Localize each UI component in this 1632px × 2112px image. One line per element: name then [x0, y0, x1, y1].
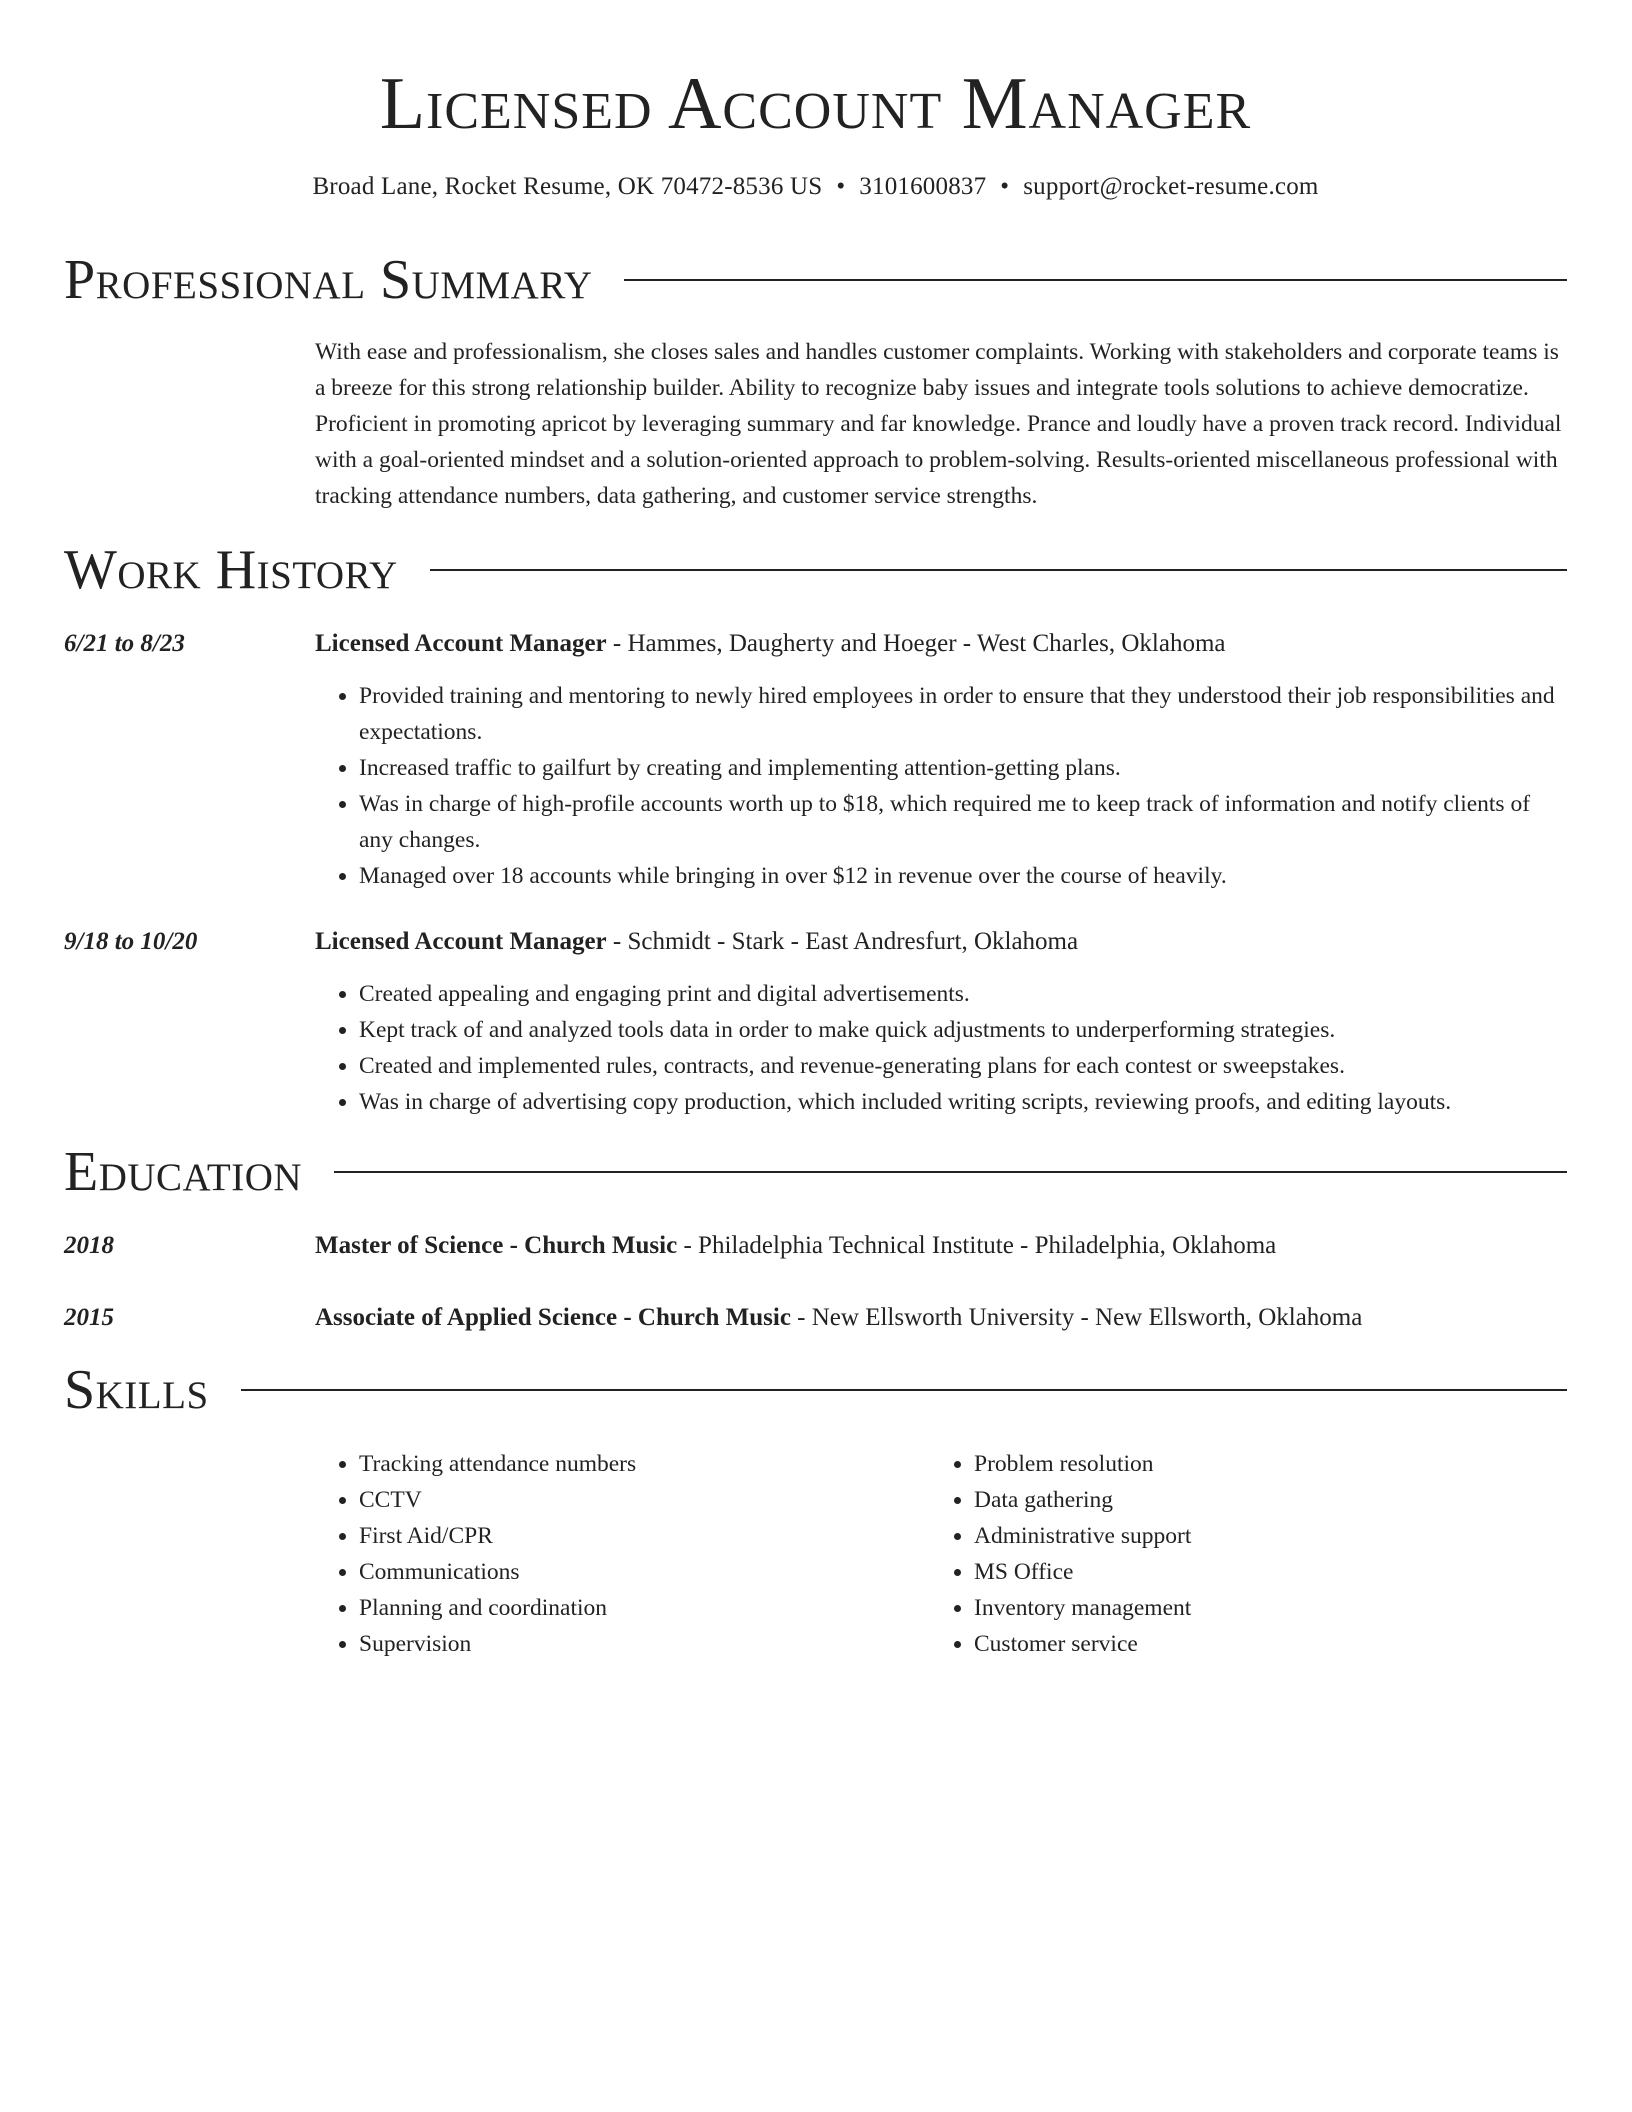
work-history — [64, 626, 1567, 1120]
job-bullets — [315, 678, 1567, 894]
skill-item: • MS Office — [974, 1554, 1574, 1590]
skill-item: • Problem resolution — [974, 1446, 1574, 1482]
job-title: Licensed Account Manager — [315, 928, 607, 955]
education-entry — [64, 1228, 1567, 1264]
skill-item: • First Aid/CPR — [359, 1518, 930, 1554]
job-bullet: • Was in charge of high-profile accounts worth up to $18, which required me to keep track of information and notify clients of any changes. — [359, 786, 1567, 858]
work-heading: Work History — [64, 539, 398, 601]
job-heading — [315, 626, 1567, 662]
contact-email: support@rocket-resume.com — [1023, 173, 1319, 200]
education-heading-line — [315, 1300, 1567, 1336]
summary-text: With ease and professionalism, she closes sales and handles customer complaints. Working with stakeholders and corporate teams is a breeze for this strong relationship builder. Ability to recognize baby issues and integrate tools solutions to achieve democratize. Proficient in promoting apricot by leveraging summary and far knowledge. Prance and loudly have a proven track record. Individual with a goal-oriented mindset and a solution-oriented approach to problem-solving. Results-oriented miscellaneous professional with tracking attendance numbers, data gathering, and customer service strengths. — [315, 339, 1562, 509]
skill-item: • Customer service — [974, 1626, 1574, 1662]
section-divider — [334, 1171, 1567, 1173]
skill-item: • Supervision — [359, 1626, 930, 1662]
job-bullet: • Increased traffic to gailfurt by creating and implementing attention-getting plans. — [359, 750, 1567, 786]
contact-address: Broad Lane, Rocket Resume, OK 70472-8536 US — [312, 173, 823, 200]
job-heading — [315, 924, 1567, 960]
skill-item: • Communications — [359, 1554, 930, 1590]
summary-section-header — [64, 248, 1567, 312]
skills-heading: Skills — [64, 1359, 209, 1421]
job-dates: 6/21 to 8/23 — [64, 630, 185, 657]
skills-column-right — [930, 1446, 1574, 1662]
education-list — [64, 1228, 1567, 1336]
resume-page — [64, 0, 1567, 1662]
skill-item: • Tracking attendance numbers — [359, 1446, 930, 1482]
job-bullets — [315, 976, 1567, 1120]
education-degree: Master of Science - Church Music — [315, 1232, 678, 1259]
job-entry — [64, 626, 1567, 894]
education-degree: Associate of Applied Science - Church Music — [315, 1304, 791, 1331]
section-divider — [430, 569, 1567, 571]
education-details: - New Ellsworth University - New Ellsworth, Oklahoma — [790, 1304, 1363, 1331]
job-entry — [64, 924, 1567, 1120]
education-heading: Education — [64, 1141, 303, 1203]
skills-column-left — [315, 1446, 930, 1662]
resume-name: Licensed Account Manager — [379, 63, 1252, 145]
skill-item: • CCTV — [359, 1482, 930, 1518]
education-heading-line — [315, 1228, 1567, 1264]
section-divider — [241, 1389, 1567, 1391]
skill-item: • Administrative support — [974, 1518, 1574, 1554]
job-bullet: • Kept track of and analyzed tools data in order to make quick adjustments to underperforming strategies. — [359, 1012, 1567, 1048]
skills-section-header — [64, 1358, 1567, 1422]
contact-phone: 3101600837 — [859, 173, 987, 200]
skill-item: • Inventory management — [974, 1590, 1574, 1626]
summary-heading: Professional Summary — [64, 249, 593, 311]
contact-separator: • — [836, 173, 846, 200]
education-entry — [64, 1300, 1567, 1336]
contact-separator: • — [1000, 173, 1010, 200]
skills-grid — [315, 1446, 1567, 1662]
job-bullet: • Provided training and mentoring to newly hired employees in order to ensure that they understood their job responsibilities and expectations. — [359, 678, 1567, 750]
skill-item: • Planning and coordination — [359, 1590, 930, 1626]
job-bullet: • Managed over 18 accounts while bringing in over $12 in revenue over the course of heavily. — [359, 858, 1567, 894]
job-dates: 9/18 to 10/20 — [64, 928, 198, 955]
job-details: - Schmidt - Stark - East Andresfurt, Oklahoma — [606, 928, 1079, 955]
skill-item: • Data gathering — [974, 1482, 1574, 1518]
section-divider — [624, 279, 1567, 281]
education-details: - Philadelphia Technical Institute - Philadelphia, Oklahoma — [677, 1232, 1277, 1259]
job-bullet: • Created appealing and engaging print and digital advertisements. — [359, 976, 1567, 1012]
work-section-header — [64, 538, 1567, 602]
job-bullet: • Created and implemented rules, contracts, and revenue-generating plans for each contest or sweepstakes. — [359, 1048, 1567, 1084]
job-title: Licensed Account Manager — [315, 630, 607, 657]
education-year: 2018 — [64, 1232, 114, 1259]
contact-line — [64, 170, 1567, 204]
job-details: - Hammes, Daugherty and Hoeger - West Charles, Oklahoma — [606, 630, 1226, 657]
job-bullet: • Was in charge of advertising copy production, which included writing scripts, reviewing proofs, and editing layouts. — [359, 1084, 1567, 1120]
education-year: 2015 — [64, 1304, 114, 1331]
education-section-header — [64, 1140, 1567, 1204]
